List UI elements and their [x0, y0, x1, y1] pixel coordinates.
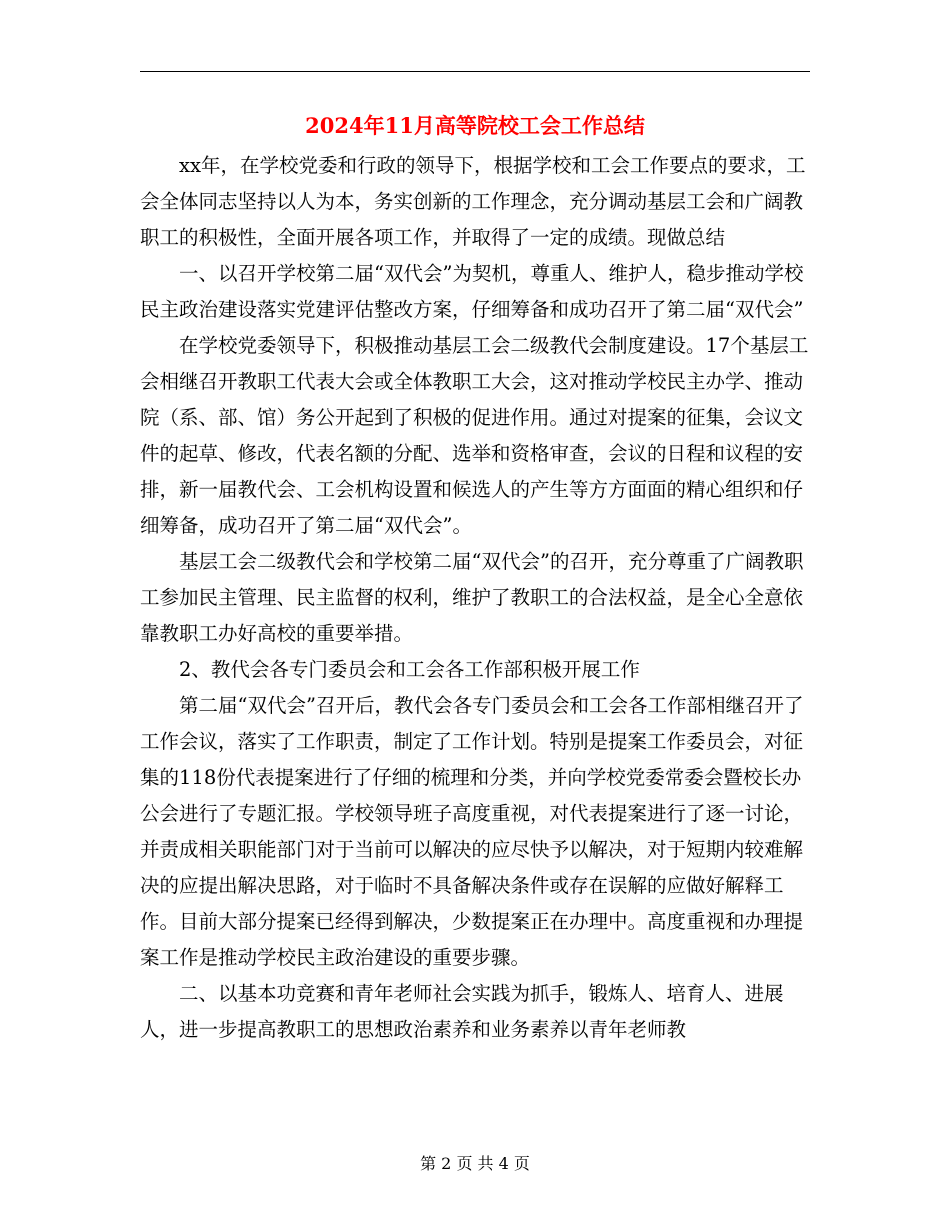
paragraph: 基层工会二级教代会和学校第二届“双代会”的召开，充分尊重了广阔教职工参加民主管理、民主监督的权利，维护了教职工的合法权益，是全心全意依靠教职工办好高校的重要举措。 [140, 550, 804, 645]
paragraph: 第二届“双代会”召开后，教代会各专门委员会和工会各工作部相继召开了工作会议，落实了工作职责，制定了工作计划。特别是提案工作委员会，对征集的118份代表提案进行了仔细的梳理和分类，并向学校党委常委会暨校长办公会进行了专题汇报。学校领导班子高度重视，对代表提案进行了逐一讨论，并责成相关职能部门对于当前可以解决的应尽快予以解决，对于短期内较难解决的应提出解决思路，对于临时不具备解决条件或存在误解的应做好解释工作。目前大部分提案已经得到解决，少数提案正在办理中。高度重视和办理提案工作是推动学校民主政治建设的重要步骤。 [140, 694, 804, 969]
paragraph: 在学校党委领导下，积极推动基层工会二级教代会制度建设。17个基层工会相继召开教职工代表大会或全体教职工大会，这对推动学校民主办学、推动院（系、部、馆）务公开起到了积极的促进作用。通过对提案的征集，会议文件的起草、修改，代表名额的分配、选举和资格审查，会议的日程和议程的安排，新一届教代会、工会机构设置和候选人的产生等方方面面的精心组织和仔细筹备，成功召开了第二届“双代会”。 [140, 334, 809, 537]
paragraph: xx年，在学校党委和行政的领导下，根据学校和工会工作要点的要求，工会全体同志坚持以人为本，务实创新的工作理念，充分调动基层工会和广阔教职工的积极性，全面开展各项工作，并取得了一定的成绩。现做总结 [140, 154, 806, 249]
paragraph: 二、以基本功竞赛和青年老师社会实践为抓手，锻炼人、培育人、进展人，进一步提高教职工的思想政治素养和业务素养以青年老师教 [140, 982, 784, 1041]
page-number: 第 2 页 共 4 页 [420, 1154, 530, 1173]
document-title: 2024年11月高等院校工会工作总结 [305, 113, 645, 138]
paragraph: 一、以召开学校第二届“双代会”为契机，尊重人、维护人，稳步推动学校民主政治建设落实党建评估整改方案，仔细筹备和成功召开了第二届“双代会” [140, 262, 804, 321]
paragraph: 2、教代会各专门委员会和工会各工作部积极开展工作 [179, 658, 640, 681]
header-divider [140, 71, 810, 72]
document-body [140, 148, 810, 1048]
